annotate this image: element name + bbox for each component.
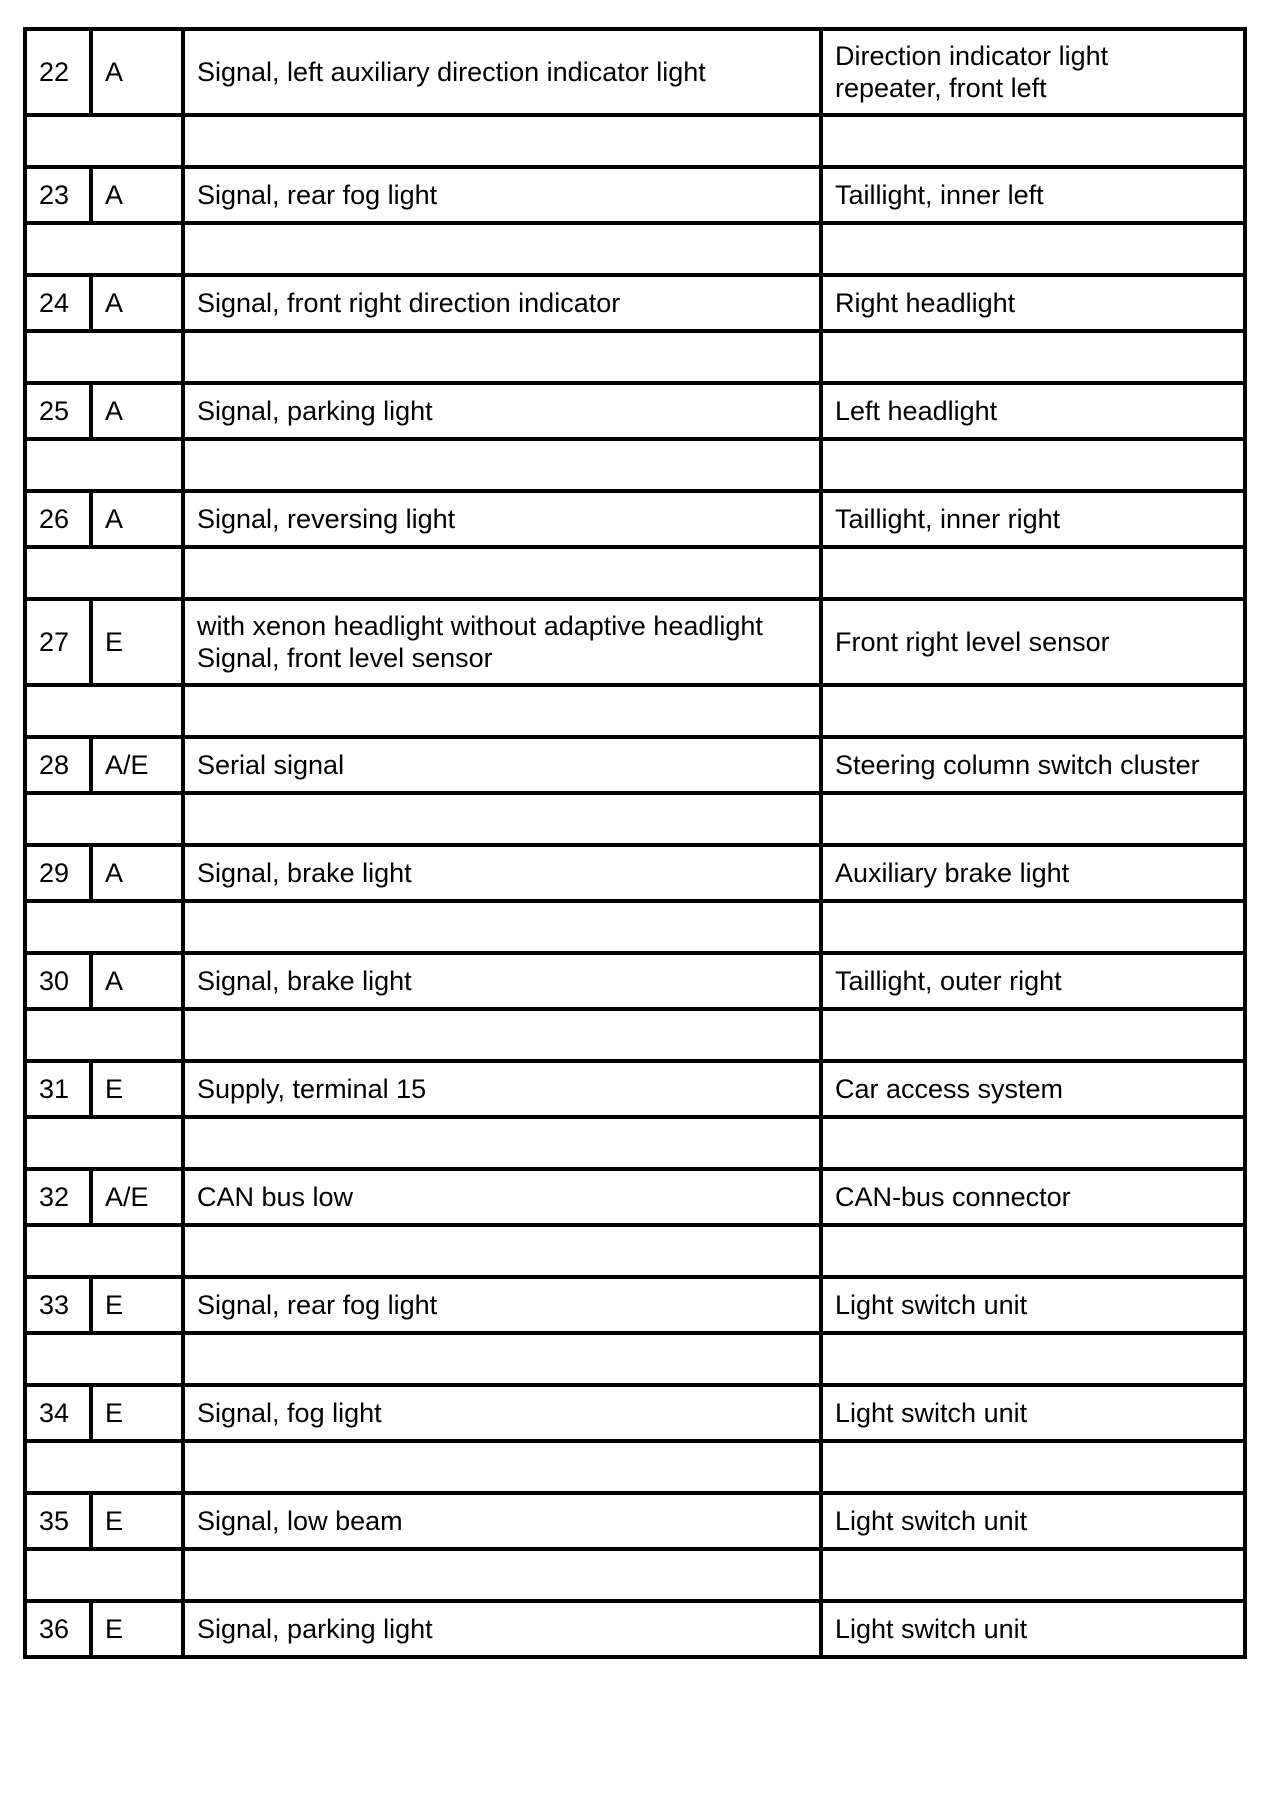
spacer-row: [25, 1441, 1245, 1493]
table-row: [25, 953, 1245, 1009]
component-cell: [821, 29, 1245, 115]
signal-type-cell: E: [91, 1385, 183, 1441]
signal-type-cell: E: [91, 599, 183, 685]
empty-cell: [183, 1333, 821, 1385]
description-cell-line: Signal, brake light: [197, 858, 412, 888]
pin-number-cell: 34: [25, 1385, 91, 1441]
empty-cell: [183, 685, 821, 737]
empty-cell: [25, 331, 183, 383]
table-row: [25, 29, 1245, 115]
description-cell-line: Signal, rear fog light: [197, 180, 438, 210]
table-row: [25, 845, 1245, 901]
component-cell-line: Steering column switch cluster: [835, 750, 1200, 780]
description-cell-line: Supply, terminal 15: [197, 1074, 427, 1104]
signal-type-cell: E: [91, 1061, 183, 1117]
component-cell: [821, 599, 1245, 685]
empty-cell: [183, 331, 821, 383]
empty-cell: [821, 1441, 1245, 1493]
pin-number-cell: 36: [25, 1601, 91, 1657]
component-cell-line: Right headlight: [835, 288, 1016, 318]
description-cell-line: Signal, low beam: [197, 1506, 403, 1536]
table-row: [25, 1169, 1245, 1225]
empty-cell: [821, 223, 1245, 275]
description-cell: [183, 1385, 821, 1441]
component-cell: [821, 1493, 1245, 1549]
empty-cell: [821, 685, 1245, 737]
pin-number-cell: 33: [25, 1277, 91, 1333]
component-cell-line: Auxiliary brake light: [835, 858, 1070, 888]
description-cell: [183, 737, 821, 793]
pin-number-cell: 27: [25, 599, 91, 685]
table-row: [25, 1493, 1245, 1549]
spacer-row: [25, 547, 1245, 599]
table-row: [25, 383, 1245, 439]
spacer-row: [25, 685, 1245, 737]
table-row: [25, 737, 1245, 793]
component-cell-line: Taillight, inner left: [835, 180, 1044, 210]
signal-type-cell: A/E: [91, 737, 183, 793]
component-cell-line: Light switch unit: [835, 1506, 1028, 1536]
pin-number-cell: 22: [25, 29, 91, 115]
empty-cell: [821, 1009, 1245, 1061]
empty-cell: [821, 901, 1245, 953]
empty-cell: [25, 1117, 183, 1169]
description-cell: [183, 845, 821, 901]
spacer-row: [25, 331, 1245, 383]
component-cell: [821, 953, 1245, 1009]
table-row: [25, 275, 1245, 331]
component-cell-line: Taillight, inner right: [835, 504, 1061, 534]
description-cell: [183, 953, 821, 1009]
description-cell-line: Signal, front level sensor: [197, 643, 493, 673]
empty-cell: [183, 439, 821, 491]
component-cell: [821, 737, 1245, 793]
empty-cell: [183, 1441, 821, 1493]
signal-type-cell: E: [91, 1601, 183, 1657]
empty-cell: [25, 223, 183, 275]
component-cell: [821, 275, 1245, 331]
description-cell: [183, 599, 821, 685]
description-cell-line: Signal, rear fog light: [197, 1290, 438, 1320]
signal-type-cell: E: [91, 1493, 183, 1549]
empty-cell: [25, 547, 183, 599]
description-cell-line: Signal, left auxiliary direction indicator light: [197, 57, 706, 87]
pin-assignment-table: [23, 27, 1247, 1659]
spacer-row: [25, 1333, 1245, 1385]
table-row: [25, 1061, 1245, 1117]
description-cell-line: Signal, parking light: [197, 1614, 433, 1644]
spacer-row: [25, 1549, 1245, 1601]
pin-number-cell: 25: [25, 383, 91, 439]
empty-cell: [183, 901, 821, 953]
empty-cell: [25, 439, 183, 491]
empty-cell: [183, 547, 821, 599]
pin-number-cell: 31: [25, 1061, 91, 1117]
component-cell: [821, 383, 1245, 439]
description-cell-line: Signal, reversing light: [197, 504, 456, 534]
empty-cell: [25, 685, 183, 737]
description-cell: [183, 1169, 821, 1225]
pin-number-cell: 28: [25, 737, 91, 793]
spacer-row: [25, 1117, 1245, 1169]
component-cell-line: Left headlight: [835, 396, 998, 426]
empty-cell: [821, 439, 1245, 491]
empty-cell: [821, 1549, 1245, 1601]
table-row: [25, 1385, 1245, 1441]
component-cell-line: Taillight, outer right: [835, 966, 1062, 996]
empty-cell: [25, 1225, 183, 1277]
empty-cell: [25, 1549, 183, 1601]
empty-cell: [183, 1009, 821, 1061]
pin-number-cell: 23: [25, 167, 91, 223]
description-cell: [183, 491, 821, 547]
signal-type-cell: A: [91, 29, 183, 115]
pin-number-cell: 26: [25, 491, 91, 547]
component-cell-line: Direction indicator light: [835, 41, 1109, 71]
empty-cell: [25, 901, 183, 953]
description-cell: [183, 383, 821, 439]
spacer-row: [25, 223, 1245, 275]
pin-number-cell: 30: [25, 953, 91, 1009]
spacer-row: [25, 1009, 1245, 1061]
description-cell: [183, 29, 821, 115]
component-cell: [821, 1601, 1245, 1657]
empty-cell: [821, 793, 1245, 845]
signal-type-cell: A: [91, 167, 183, 223]
component-cell: [821, 1385, 1245, 1441]
component-cell-line: CAN-bus connector: [835, 1182, 1071, 1212]
empty-cell: [821, 1333, 1245, 1385]
table-row: [25, 1277, 1245, 1333]
description-cell: [183, 1493, 821, 1549]
signal-type-cell: A: [91, 845, 183, 901]
description-cell-line: CAN bus low: [197, 1182, 354, 1212]
component-cell: [821, 1169, 1245, 1225]
component-cell-line: Light switch unit: [835, 1614, 1028, 1644]
component-cell-line: Light switch unit: [835, 1398, 1028, 1428]
empty-cell: [25, 1441, 183, 1493]
empty-cell: [25, 115, 183, 167]
empty-cell: [821, 115, 1245, 167]
spacer-row: [25, 901, 1245, 953]
component-cell-line: Car access system: [835, 1074, 1064, 1104]
description-cell: [183, 167, 821, 223]
table-row: [25, 599, 1245, 685]
component-cell-line: Light switch unit: [835, 1290, 1028, 1320]
spacer-row: [25, 115, 1245, 167]
signal-type-cell: A: [91, 491, 183, 547]
description-cell-line: with xenon headlight without adaptive headlight: [197, 611, 763, 641]
empty-cell: [25, 1009, 183, 1061]
component-cell: [821, 845, 1245, 901]
pin-number-cell: 29: [25, 845, 91, 901]
description-cell: [183, 275, 821, 331]
empty-cell: [25, 793, 183, 845]
spacer-row: [25, 793, 1245, 845]
description-cell-line: Serial signal: [197, 750, 345, 780]
spacer-row: [25, 439, 1245, 491]
empty-cell: [821, 331, 1245, 383]
empty-cell: [183, 1225, 821, 1277]
description-cell-line: Signal, parking light: [197, 396, 433, 426]
signal-type-cell: A: [91, 275, 183, 331]
table-row: [25, 167, 1245, 223]
signal-type-cell: A: [91, 953, 183, 1009]
description-cell-line: Signal, fog light: [197, 1398, 382, 1428]
empty-cell: [821, 547, 1245, 599]
pin-number-cell: 24: [25, 275, 91, 331]
description-cell: [183, 1061, 821, 1117]
empty-cell: [821, 1225, 1245, 1277]
spacer-row: [25, 1225, 1245, 1277]
empty-cell: [183, 1117, 821, 1169]
pin-table-body: [25, 29, 1245, 1657]
description-cell: [183, 1277, 821, 1333]
description-cell-line: Signal, front right direction indicator: [197, 288, 621, 318]
table-row: [25, 1601, 1245, 1657]
empty-cell: [183, 793, 821, 845]
signal-type-cell: A: [91, 383, 183, 439]
empty-cell: [25, 1333, 183, 1385]
empty-cell: [183, 223, 821, 275]
table-row: [25, 491, 1245, 547]
component-cell: [821, 1061, 1245, 1117]
pin-number-cell: 35: [25, 1493, 91, 1549]
pin-number-cell: 32: [25, 1169, 91, 1225]
description-cell: [183, 1601, 821, 1657]
component-cell: [821, 167, 1245, 223]
signal-type-cell: A/E: [91, 1169, 183, 1225]
description-cell-line: Signal, brake light: [197, 966, 412, 996]
empty-cell: [183, 1549, 821, 1601]
component-cell: [821, 1277, 1245, 1333]
component-cell-line: Front right level sensor: [835, 627, 1110, 657]
empty-cell: [183, 115, 821, 167]
empty-cell: [821, 1117, 1245, 1169]
component-cell-line: repeater, front left: [835, 73, 1047, 103]
signal-type-cell: E: [91, 1277, 183, 1333]
component-cell: [821, 491, 1245, 547]
